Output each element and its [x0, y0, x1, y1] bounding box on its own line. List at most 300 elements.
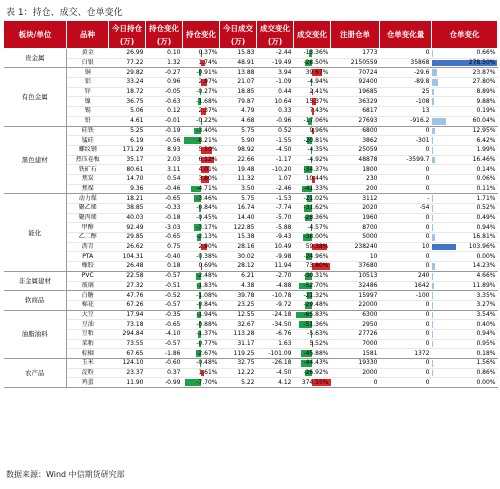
oi-change-cell: -0.46	[146, 184, 183, 194]
percent-label: -8.21%	[196, 136, 218, 144]
oi-change-pct-cell	[183, 252, 220, 262]
volume-cell: 32.75	[220, 359, 257, 369]
table-row	[4, 174, 498, 184]
variety-cell: 豆油	[67, 320, 109, 330]
percent-label: 9.88%	[476, 97, 496, 105]
volume-change-pct-cell	[294, 184, 331, 194]
percent-label: -20.81%	[303, 136, 329, 144]
percent-label: 1.56%	[476, 359, 496, 367]
header-warrant: 注册仓单	[331, 21, 380, 49]
warrant-change-bar	[432, 244, 457, 251]
table-row	[4, 194, 498, 204]
volume-change-cell: -1.09	[257, 78, 294, 88]
open-interest-cell: 6.19	[109, 136, 146, 146]
volume-change-pct-cell	[294, 339, 331, 349]
volume-change-pct-cell	[294, 204, 331, 214]
volume-cell: 31.17	[220, 339, 257, 349]
variety-cell: 镍	[67, 97, 109, 107]
percent-label: -1.68%	[196, 97, 218, 105]
percent-label: 103.96%	[468, 243, 496, 251]
table-title: 表 1：持仓、成交、仓单变化	[6, 8, 123, 18]
percent-label: 23.87%	[472, 68, 496, 76]
volume-change-cell: 1.63	[257, 339, 294, 349]
open-interest-cell: 18.21	[109, 194, 146, 204]
volume-change-pct-cell	[294, 145, 331, 155]
warrant-cell: 37680	[331, 262, 380, 272]
header-row	[4, 21, 498, 49]
percent-label: 6.42%	[476, 136, 496, 144]
percent-label: 2.90%	[198, 243, 218, 251]
volume-change-cell: -101.09	[257, 349, 294, 359]
warrant-change-pct-cell	[432, 58, 498, 68]
header-volume-change: 成交变化(万)	[257, 21, 294, 49]
warrant-change-pct-cell	[432, 155, 498, 165]
variety-cell: 白银	[67, 58, 109, 68]
warrant-change-bar	[432, 302, 433, 309]
volume-change-pct-cell	[294, 87, 331, 97]
oi-change-cell: -1.86	[146, 349, 183, 359]
volume-change-cell: 0.44	[257, 87, 294, 97]
percent-label: -51.36%	[303, 320, 329, 328]
warrant-change-pct-cell	[432, 281, 498, 291]
percent-label: -45.88%	[303, 349, 329, 357]
volume-change-cell: -10.20	[257, 165, 294, 175]
warrant-change-bar	[432, 118, 446, 125]
warrant-change-cell: 0	[380, 233, 432, 243]
warrant-change-pct-cell	[432, 97, 498, 107]
oi-change-pct-cell	[183, 233, 220, 243]
table-row	[4, 126, 498, 136]
percent-label: -2.67%	[196, 349, 218, 357]
oi-change-pct-cell	[183, 310, 220, 320]
volume-change-cell: -0.96	[257, 116, 294, 126]
percent-label: 0.37%	[198, 49, 218, 57]
percent-label: -0.91%	[196, 68, 218, 76]
volume-cell: 15.83	[220, 49, 257, 59]
warrant-cell: 32486	[331, 281, 380, 291]
warrant-change-pct-cell	[432, 223, 498, 233]
percent-label: 8.89%	[476, 88, 496, 96]
warrant-change-cell: -	[380, 194, 432, 204]
warrant-change-cell: 1372	[380, 349, 432, 359]
warrant-change-cell: 25	[380, 87, 432, 97]
table-row	[4, 281, 498, 291]
table-row	[4, 184, 498, 194]
volume-change-pct-cell	[294, 97, 331, 107]
volume-change-pct-cell	[294, 155, 331, 165]
volume-change-pct-cell	[294, 378, 331, 388]
volume-cell: 98.92	[220, 145, 257, 155]
open-interest-cell: 36.75	[109, 97, 146, 107]
oi-change-cell: 0.96	[146, 78, 183, 88]
percent-label: -1.83%	[196, 281, 218, 289]
warrant-change-pct-cell	[432, 320, 498, 330]
percent-label: 16.81%	[472, 233, 496, 241]
volume-cell: 4.79	[220, 107, 257, 117]
percent-label: -0.84%	[196, 204, 218, 212]
percent-label: 0.19%	[476, 107, 496, 115]
percent-label: -4.94%	[307, 78, 329, 86]
oi-change-pct-cell	[183, 165, 220, 175]
warrant-change-pct-cell	[432, 339, 498, 349]
header-open-interest: 今日持仓(万)	[109, 21, 146, 49]
warrant-change-pct-cell	[432, 68, 498, 78]
volume-change-cell: -24.18	[257, 310, 294, 320]
warrant-cell: 1581	[331, 349, 380, 359]
table-row	[4, 78, 498, 88]
volume-change-cell: 11.94	[257, 262, 294, 272]
warrant-change-cell: -108	[380, 97, 432, 107]
warrant-change-cell: 0	[380, 320, 432, 330]
volume-cell: 28.12	[220, 262, 257, 272]
percent-label: -3.46%	[196, 194, 218, 202]
open-interest-cell: 124.10	[109, 359, 146, 369]
oi-change-cell: 1.32	[146, 58, 183, 68]
warrant-cell: 70724	[331, 68, 380, 78]
volume-change-cell: -9.98	[257, 252, 294, 262]
warrant-change-cell: 0	[380, 174, 432, 184]
warrant-change-pct-cell	[432, 252, 498, 262]
percent-label: 0.00%	[476, 252, 496, 260]
volume-cell: 12.55	[220, 310, 257, 320]
volume-change-cell: -2.46	[257, 184, 294, 194]
volume-change-cell: 10.64	[257, 97, 294, 107]
warrant-change-cell: 0	[380, 49, 432, 59]
variety-cell: 甲醇	[67, 223, 109, 233]
warrant-change-bar	[432, 137, 434, 144]
oi-change-cell: 0.75	[146, 242, 183, 252]
open-interest-cell: 23.37	[109, 368, 146, 378]
oi-change-pct-cell	[183, 68, 220, 78]
volume-change-pct-cell	[294, 78, 331, 88]
volume-cell: 4.68	[220, 116, 257, 126]
table-row	[4, 97, 498, 107]
warrant-change-cell: 0	[380, 262, 432, 272]
open-interest-cell: 80.61	[109, 165, 146, 175]
percent-label: -7.70%	[196, 378, 218, 386]
warrant-change-cell: -89.8	[380, 78, 432, 88]
warrant-cell: 1800	[331, 165, 380, 175]
variety-cell: 菜粕	[67, 339, 109, 349]
percent-label: -3.17%	[196, 223, 218, 231]
percent-label: 2.41%	[309, 88, 329, 96]
warrant-change-cell: 0	[380, 165, 432, 175]
oi-change-cell: -0.60	[146, 359, 183, 369]
volume-change-pct-cell	[294, 165, 331, 175]
volume-change-pct-cell	[294, 126, 331, 136]
warrant-cell: 8700	[331, 223, 380, 233]
warrant-change-bar	[432, 79, 439, 86]
oi-change-cell: 0.18	[146, 262, 183, 272]
sector-label: 有色金属	[4, 68, 67, 126]
open-interest-cell: 73.18	[109, 320, 146, 330]
variety-cell: PTA	[67, 252, 109, 262]
table-row	[4, 271, 498, 281]
sector-label: 非金属建材	[4, 271, 67, 290]
warrant-cell: 25059	[331, 145, 380, 155]
percent-label: 3.27%	[476, 301, 496, 309]
percent-label: -1.94%	[196, 310, 218, 318]
percent-label: 0.94%	[476, 330, 496, 338]
volume-change-pct-cell	[294, 136, 331, 146]
oi-change-pct-cell	[183, 136, 220, 146]
warrant-cell: 2000	[331, 368, 380, 378]
volume-cell: 23.25	[220, 300, 257, 310]
percent-label: 374.55%	[301, 378, 329, 386]
variety-cell: 白糖	[67, 291, 109, 301]
oi-change-pct-cell	[183, 320, 220, 330]
percent-label: 73.80%	[305, 262, 329, 270]
volume-cell: 19.48	[220, 165, 257, 175]
volume-change-cell: -5.88	[257, 223, 294, 233]
volume-change-pct-cell	[294, 107, 331, 117]
variety-cell: 焦炭	[67, 174, 109, 184]
variety-cell: 豆粕	[67, 329, 109, 339]
volume-change-pct-cell	[294, 310, 331, 320]
variety-cell: 锡	[67, 107, 109, 117]
open-interest-cell: 17.94	[109, 310, 146, 320]
volume-cell: 5.75	[220, 194, 257, 204]
variety-cell: 动力煤	[67, 194, 109, 204]
volume-change-pct-cell	[294, 329, 331, 339]
data-source: 数据来源：Wind 中信期货研究部	[6, 470, 125, 479]
oi-change-pct-cell	[183, 223, 220, 233]
volume-change-cell: -4.88	[257, 281, 294, 291]
table-row	[4, 145, 498, 155]
open-interest-cell: 38.85	[109, 204, 146, 214]
table-row	[4, 68, 498, 78]
volume-change-pct-cell	[294, 359, 331, 369]
volume-cell: 79.87	[220, 97, 257, 107]
oi-change-pct-cell	[183, 174, 220, 184]
table-row	[4, 223, 498, 233]
percent-label: -52.70%	[303, 281, 329, 289]
volume-cell: 5.90	[220, 136, 257, 146]
warrant-change-pct-cell	[432, 329, 498, 339]
warrant-cell: 3112	[331, 194, 380, 204]
warrant-change-bar	[432, 69, 438, 76]
variety-cell: 玉米	[67, 359, 109, 369]
variety-cell: 铁矿石	[67, 165, 109, 175]
volume-change-cell: 3.94	[257, 68, 294, 78]
warrant-cell: 2950	[331, 320, 380, 330]
oi-change-cell: -3.03	[146, 223, 183, 233]
volume-change-pct-cell	[294, 271, 331, 281]
percent-label: 0.18%	[476, 349, 496, 357]
warrant-change-pct-cell	[432, 204, 498, 214]
oi-change-pct-cell	[183, 107, 220, 117]
percent-label: -26.92%	[303, 369, 329, 377]
table-row	[4, 368, 498, 378]
header-oi-change: 持仓变化(万)	[146, 21, 183, 49]
warrant-change-pct-cell	[432, 49, 498, 59]
volume-change-cell: -10.78	[257, 291, 294, 301]
table-row	[4, 242, 498, 252]
oi-change-cell: -0.19	[146, 126, 183, 136]
percent-label: 11.89%	[472, 281, 496, 289]
percent-label: -0.22%	[196, 117, 218, 125]
volume-cell: 28.16	[220, 242, 257, 252]
warrant-change-pct-cell	[432, 262, 498, 272]
volume-change-cell: -4.50	[257, 368, 294, 378]
variety-cell: PVC	[67, 271, 109, 281]
volume-change-cell: -7.74	[257, 204, 294, 214]
volume-change-cell: 0.52	[257, 126, 294, 136]
warrant-change-bar	[432, 263, 435, 270]
volume-change-pct-cell	[294, 300, 331, 310]
volume-cell: 48.91	[220, 58, 257, 68]
table-row	[4, 349, 498, 359]
volume-change-pct-cell	[294, 49, 331, 59]
percent-label: 1.71%	[476, 194, 496, 202]
volume-change-cell: 0.33	[257, 107, 294, 117]
table-row	[4, 213, 498, 223]
table-row	[4, 233, 498, 243]
oi-change-cell: -0.33	[146, 204, 183, 214]
table-row	[4, 339, 498, 349]
oi-change-pct-cell	[183, 242, 220, 252]
oi-change-cell: 0.12	[146, 107, 183, 117]
warrant-change-pct-cell	[432, 310, 498, 320]
table-row	[4, 378, 498, 388]
variety-cell: 锌	[67, 87, 109, 97]
percent-label: 7.43%	[309, 107, 329, 115]
volume-change-pct-cell	[294, 281, 331, 291]
percent-label: -2.48%	[196, 272, 218, 280]
warrant-cell: 230	[331, 174, 380, 184]
variety-cell: 锰硅	[67, 136, 109, 146]
warrant-change-pct-cell	[432, 136, 498, 146]
volume-cell: 12.22	[220, 368, 257, 378]
percent-label: 27.80%	[472, 78, 496, 86]
warrant-change-bar	[432, 273, 433, 280]
table-row	[4, 252, 498, 262]
warrant-change-bar	[432, 283, 435, 290]
percent-label: -0.27%	[196, 88, 218, 96]
warrant-change-pct-cell	[432, 194, 498, 204]
variety-cell: 乙二醇	[67, 233, 109, 243]
oi-change-cell: -0.40	[146, 252, 183, 262]
volume-cell: 18.85	[220, 87, 257, 97]
variety-cell: 棉花	[67, 300, 109, 310]
oi-change-pct-cell	[183, 213, 220, 223]
volume-cell: 32.67	[220, 320, 257, 330]
percent-label: 0.00%	[476, 378, 496, 386]
open-interest-cell: 294.84	[109, 329, 146, 339]
volume-change-pct-cell	[294, 368, 331, 378]
volume-cell: 3.50	[220, 184, 257, 194]
warrant-cell: 5000	[331, 233, 380, 243]
warrant-cell: 27726	[331, 329, 380, 339]
header-variety: 品种	[67, 21, 109, 49]
percent-label: -0.77%	[196, 339, 218, 347]
open-interest-cell: 33.24	[109, 78, 146, 88]
oi-change-pct-cell	[183, 300, 220, 310]
sector-label: 软商品	[4, 291, 67, 310]
volume-cell: 11.32	[220, 174, 257, 184]
warrant-cell: 22000	[331, 300, 380, 310]
oi-change-pct-cell	[183, 339, 220, 349]
variety-cell: 沥青	[67, 242, 109, 252]
percent-label: 4.01%	[198, 165, 218, 173]
warrant-cell: 1960	[331, 213, 380, 223]
percent-label: -17.06%	[303, 117, 329, 125]
oi-change-cell: -0.52	[146, 291, 183, 301]
table-row	[4, 359, 498, 369]
table-row	[4, 262, 498, 272]
warrant-change-bar	[432, 312, 433, 319]
table-row	[4, 291, 498, 301]
warrant-change-cell: 240	[380, 271, 432, 281]
volume-change-pct-cell	[294, 68, 331, 78]
warrant-change-pct-cell	[432, 78, 498, 88]
sector-label: 农产品	[4, 359, 67, 388]
percent-label: 4.66%	[476, 272, 496, 280]
volume-cell: 21.07	[220, 78, 257, 88]
percent-label: 0.49%	[476, 214, 496, 222]
warrant-change-cell: 0	[380, 378, 432, 388]
percent-label: 0.14%	[476, 165, 496, 173]
percent-label: 60.04%	[472, 117, 496, 125]
table-body	[4, 49, 498, 388]
open-interest-cell: 11.90	[109, 378, 146, 388]
warrant-change-bar	[432, 234, 436, 241]
percent-label: -5.63%	[307, 330, 329, 338]
warrant-change-cell: 0	[380, 359, 432, 369]
oi-change-cell: 2.03	[146, 155, 183, 165]
volume-change-cell: -1.17	[257, 155, 294, 165]
volume-change-cell: -4.50	[257, 145, 294, 155]
warrant-change-pct-cell	[432, 242, 498, 252]
open-interest-cell: 73.55	[109, 339, 146, 349]
oi-change-cell: -0.56	[146, 136, 183, 146]
oi-change-pct-cell	[183, 291, 220, 301]
volume-change-cell: -9.43	[257, 233, 294, 243]
percent-label: -41.33%	[303, 184, 329, 192]
warrant-change-cell: 0	[380, 339, 432, 349]
oi-change-cell: -0.27	[146, 68, 183, 78]
warrant-change-cell: 0	[380, 252, 432, 262]
warrant-cell: 238240	[331, 242, 380, 252]
position-volume-warrant-table	[3, 20, 498, 388]
oi-change-cell: 0.54	[146, 174, 183, 184]
oi-change-pct-cell	[183, 368, 220, 378]
variety-cell: 铜	[67, 68, 109, 78]
open-interest-cell: 26.48	[109, 262, 146, 272]
oi-change-pct-cell	[183, 58, 220, 68]
percent-label: 5.52%	[309, 339, 329, 347]
percent-label: -1.08%	[196, 291, 218, 299]
warrant-change-cell: 0	[380, 300, 432, 310]
open-interest-cell: 14.70	[109, 174, 146, 184]
open-interest-cell: 5.06	[109, 107, 146, 117]
warrant-change-cell: 35868	[380, 58, 432, 68]
open-interest-cell: 67.26	[109, 300, 146, 310]
volume-cell: 30.02	[220, 252, 257, 262]
volume-change-cell: -9.72	[257, 300, 294, 310]
open-interest-cell: 47.76	[109, 291, 146, 301]
warrant-cell: 19685	[331, 87, 380, 97]
table-row	[4, 87, 498, 97]
volume-change-cell: -2.44	[257, 49, 294, 59]
variety-cell: 棕榈	[67, 349, 109, 359]
volume-change-cell: 10.49	[257, 242, 294, 252]
variety-cell: 热压卷板	[67, 155, 109, 165]
volume-cell: 6.21	[220, 271, 257, 281]
oi-change-cell: -0.65	[146, 194, 183, 204]
table-row	[4, 107, 498, 117]
warrant-change-pct-cell	[432, 368, 498, 378]
